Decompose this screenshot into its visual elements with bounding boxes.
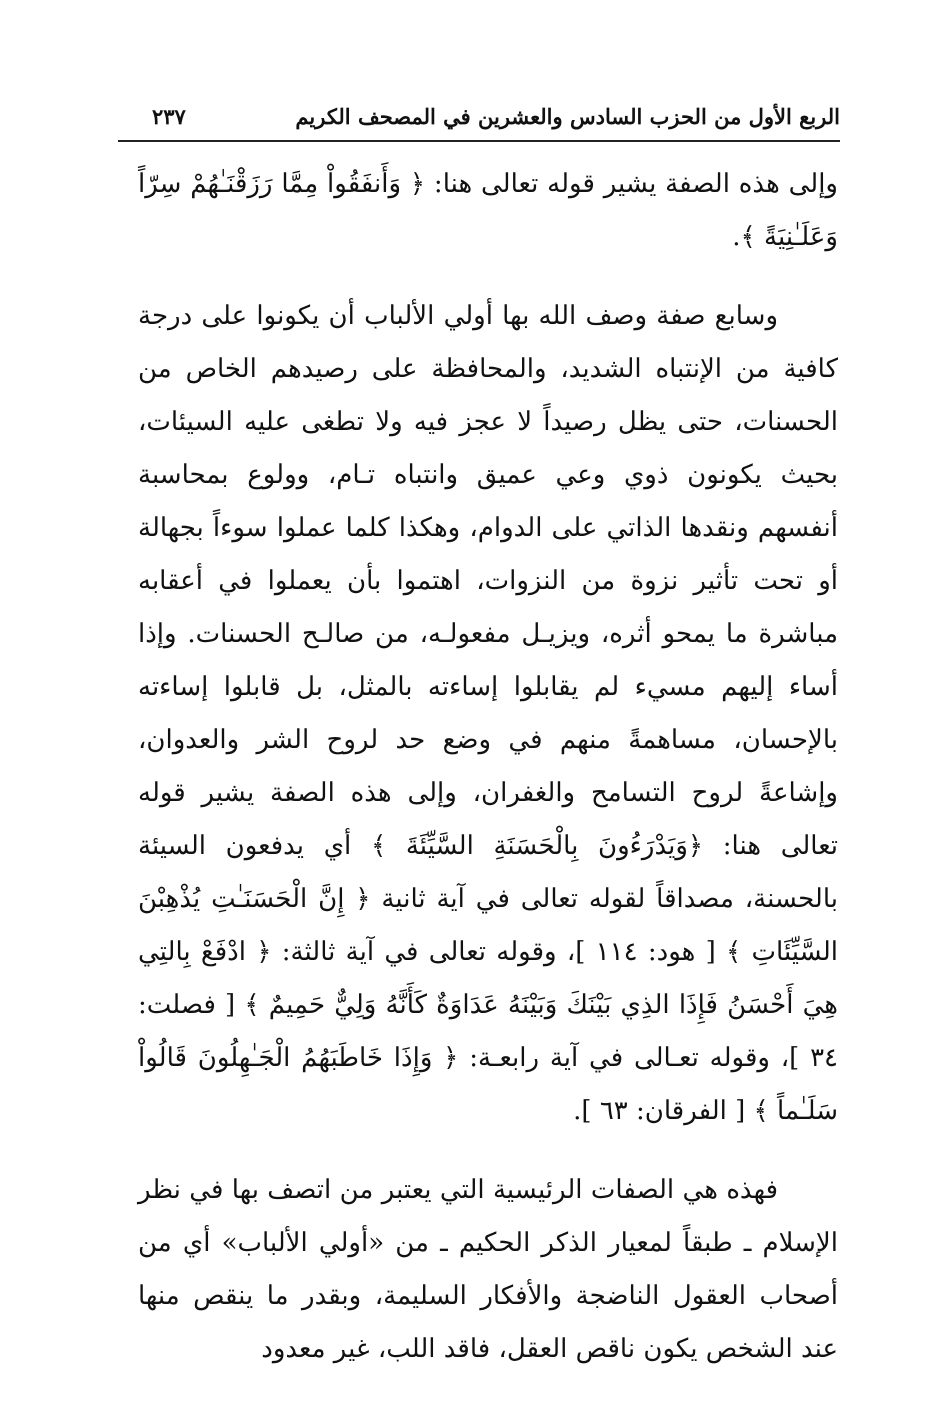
running-header [118, 98, 840, 142]
paragraph-gap [138, 264, 838, 290]
page-number: ٢٣٧ [152, 104, 186, 129]
body-text [138, 158, 838, 1376]
header-divider [118, 140, 840, 142]
paragraph-3: فهذه هي الصفات الرئيسية التي يعتبر من اتصف بها في نظر الإسلام ـ طبقاً لمعيار الذكر الحكيم ـ من «أولي الألباب» أي من أصحاب العقول الناضجة والأفكار السليمة، وبقدر ما ينقص منها عند الشخص يكون ناقص العقل، فاقد اللب، غير معدود [138, 1175, 838, 1364]
paragraph-2: وسابع صفة وصف الله بها أولي الألباب أن يكونوا على درجة كافية من الإنتباه الشديد، والمحافظة على رصيدهم الخاص من الحسنات، حتى يظل رصيداً لا عجز فيه ولا تطغى عليه السيئات، بحيث يكونون ذوي وعي عميق وانتباه تـام، وولوع بمحاسبة أنفسهم ونقدها الذاتي على الدوام، وهكذا كلما عملوا سوءاً بجهالة أو تحت تأثير نزوة من النزوات، اهتموا بأن يعملوا في أعقابه مباشرة ما يمحو أثره، ويزيـل مفعولـه، من صالـح الحسنات. وإذا أساء إليهم مسيء لم يقابلوا إساءته بالمثل، بل قابلوا إساءته بالإحسان، مساهمةً منهم في وضع حد لروح الشر والعدوان، وإشاعةً لروح التسامح والغفران، وإلى هذه الصفة يشير قوله تعالى هنا: ﴿وَيَدْرَءُونَ بِالْحَسَنَةِ السَّيِّئَةَ ﴾ أي يدفعون السيئة بالحسنة، مصداقاً لقوله تعالى في آية ثانية ﴿ إِنَّ الْحَسَنَـٰتِ يُذْهِبْنَ السَّيِّئَاتِ ﴾ [ هود: ١١٤ ]، وقوله تعالى في آية ثالثة: ﴿ ادْفَعْ بِالتِي هِيَ أَحْسَنُ فَإِذَا الذِي بَيْنَكَ وَبَيْنَهُ عَدَاوَةٌ كَأَنَّهُ وَلِيٌّ حَمِيمٌ ﴾ [ فصلت: ٣٤ ]، وقوله تعـالى في آية رابعـة: ﴿ وَإِذَا خَاطَبَهُمُ الْجَـٰهِلُونَ قَالُواْ سَلَـٰماً ﴾ [ الفرقان: ٦٣ ]. [138, 301, 838, 1126]
paragraph-gap [138, 1138, 838, 1164]
paragraph-1: وإلى هذه الصفة يشير قوله تعالى هنا: ﴿ وَأَنفَقُواْ مِمَّا رَزَقْنَـٰهُمْ سِرّاً وَعَلَـٰنِيَةً ﴾. [138, 169, 838, 252]
header-title: الربع الأول من الحزب السادس والعشرين في المصحف الكريم [295, 104, 840, 129]
